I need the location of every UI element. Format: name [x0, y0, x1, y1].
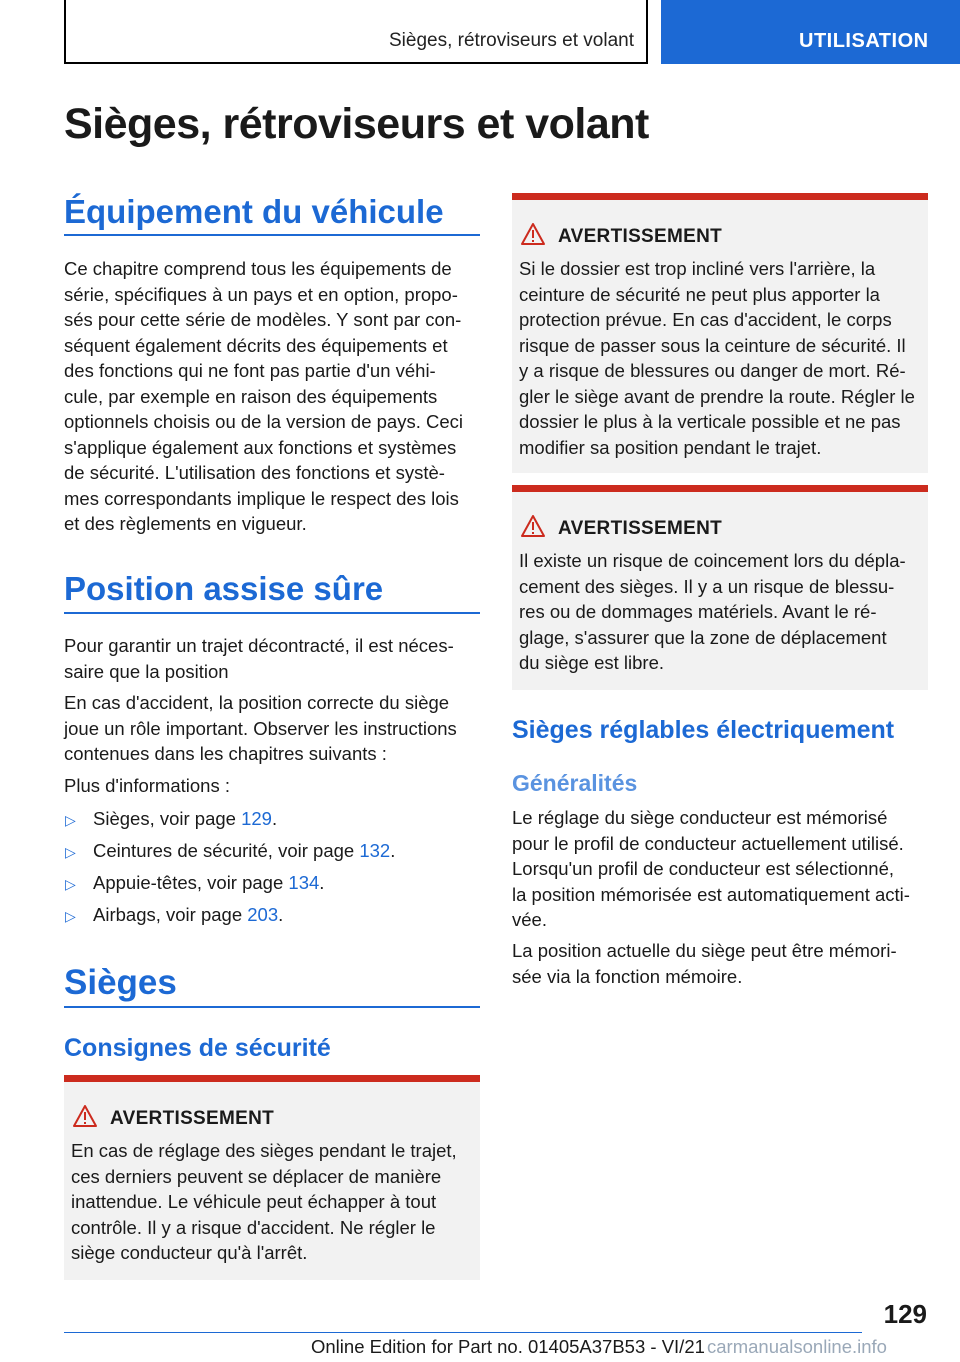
heading-consignes: Consignes de sécurité	[64, 1034, 331, 1062]
paragraph-generalites-2: La position actuelle du siège peut être mémori- sée via la fonction mémoire.	[512, 940, 897, 987]
warning-triangle-icon	[520, 514, 546, 538]
page-link[interactable]: 134	[288, 872, 320, 893]
heading-sieges-electriques: Sièges réglables électriquement	[512, 716, 895, 744]
list-item: ▷ Airbags, voir page 203.	[93, 902, 283, 928]
heading-generalites: Généralités	[512, 770, 638, 796]
paragraph-position-2: En cas d'accident, la position correcte du siège joue un rôle important. Observer les instructions contenues dans les chapitres suivants :	[64, 692, 457, 764]
page-link[interactable]: 129	[241, 808, 272, 829]
running-header-section	[661, 0, 960, 64]
list-item: ▷ Appuie-têtes, voir page 134.	[93, 870, 324, 896]
footer-watermark: carmanualsonline.info	[707, 1336, 887, 1357]
footer-rule	[64, 1332, 862, 1333]
paragraph-more-info: Plus d'informations :	[64, 775, 230, 796]
running-header-chapter	[64, 0, 648, 64]
triangle-bullet-icon: ▷	[65, 844, 76, 860]
triangle-bullet-icon: ▷	[65, 812, 76, 828]
page-title: Sièges, rétroviseurs et volant	[64, 100, 649, 148]
list-item: ▷ Sièges, voir page 129.	[93, 806, 277, 832]
paragraph-position-1: Pour garantir un trajet décontracté, il est néces- saire que la position	[64, 635, 454, 682]
warning-text: Si le dossier est trop incliné vers l'arrière, la ceinture de sécurité ne peut plus apporter la protection prévue. En cas d'accident, le corps risque de passer sous la ceinture de sécurité. Il y a risque de blessures ou danger de mort. Ré- gler le siège avant de prendre la route. Régler le dossier le plus à la verticale possible et ne pas modifier sa position pendant le trajet.	[519, 258, 915, 458]
heading-sieges: Sièges	[64, 963, 177, 1002]
header-chapter-title: Sièges, rétroviseurs et volant	[388, 30, 634, 51]
header-section-label: UTILISATION	[799, 30, 929, 52]
footer-edition: Online Edition for Part no. 01405A37B53 - VI/21	[311, 1336, 705, 1357]
page-link[interactable]: 132	[359, 840, 391, 861]
heading-rule	[64, 234, 480, 236]
heading-rule	[64, 1006, 480, 1008]
paragraph-equipement: Ce chapitre comprend tous les équipements de série, spécifiques à un pays et en option, propo- sés pour cette série de modèles. Y sont par con- séquent également décrits des équipements et des fonctions qui ne font pas partie d'un véhi- cule, par exemple en raison des équipements optionnels choisis ou de la version de pays. Ceci s'applique également aux fonctions et systèmes de sécurité. L'utilisation des fonctions et systè- mes correspondants implique le respect des lois et des règlements en vigueur.	[64, 258, 464, 534]
page-link[interactable]: 203	[247, 904, 279, 925]
heading-position-assise: Position assise sûre	[64, 570, 384, 607]
warning-title: AVERTISSEMENT	[558, 226, 723, 247]
warning-text: En cas de réglage des sièges pendant le trajet, ces derniers peuvent se déplacer de manière inattendue. Le véhicule peut échapper à tout contrôle. Il y a risque d'accident. Ne régler le siège conducteur qu'à l'arrêt.	[71, 1140, 457, 1263]
warning-box	[512, 193, 928, 473]
heading-rule	[64, 612, 480, 614]
warning-text: Il existe un risque de coincement lors du dépla- cement des sièges. Il y a un risque de blessu- res ou de dommages matériels. Avant le ré- glage, s'assurer que la zone de déplacement du siège est libre.	[519, 550, 906, 673]
warning-box	[64, 1075, 480, 1280]
page-number: 129	[883, 1299, 927, 1329]
warning-triangle-icon	[520, 222, 546, 246]
warning-box	[512, 485, 928, 690]
triangle-bullet-icon: ▷	[65, 876, 76, 892]
warning-triangle-icon	[72, 1104, 98, 1128]
list-item: ▷ Ceintures de sécurité, voir page 132.	[93, 838, 395, 864]
triangle-bullet-icon: ▷	[65, 908, 76, 924]
heading-equipement: Équipement du véhicule	[64, 193, 444, 230]
warning-title: AVERTISSEMENT	[110, 1108, 275, 1129]
warning-title: AVERTISSEMENT	[558, 518, 723, 539]
paragraph-generalites-1: Le réglage du siège conducteur est mémorisé pour le profil de conducteur actuellement utilisé. Lorsqu'un profil de conducteur est sélectionné, la position mémorisée est automatiquement acti- vée.	[512, 807, 910, 930]
